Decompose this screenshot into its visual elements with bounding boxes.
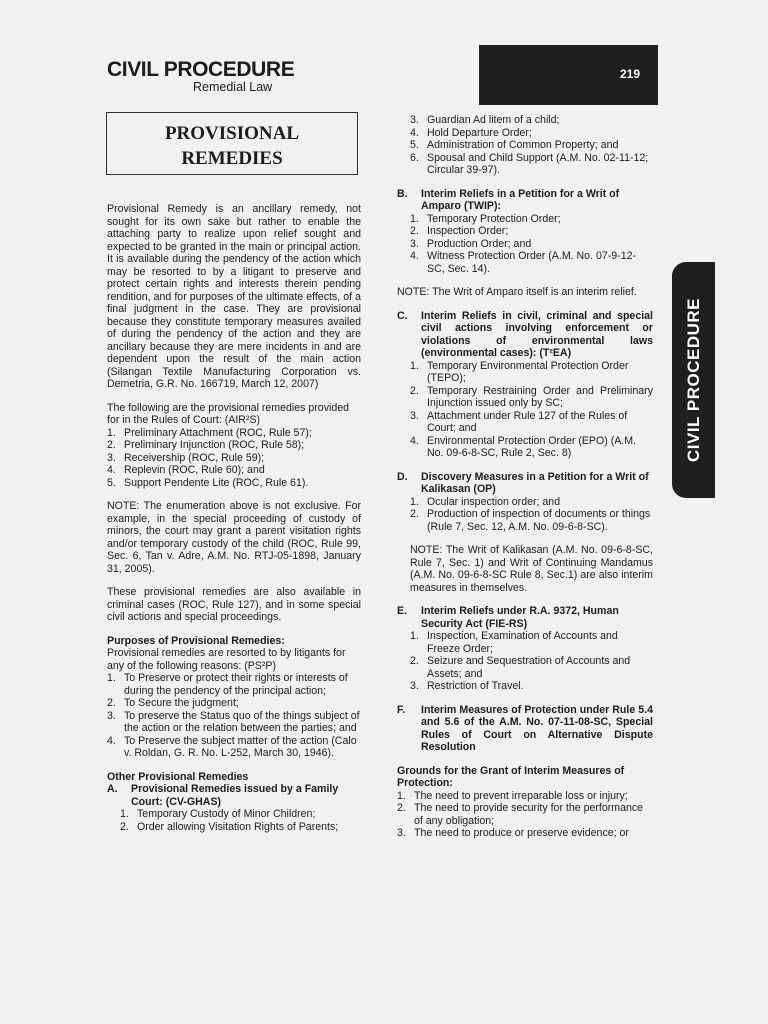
page-number: 219 — [619, 67, 640, 81]
side-tab — [672, 262, 715, 498]
list-item: 6. Spousal and Child Support (A.M. No. 02-11-12; Circular 39-97). — [410, 151, 649, 176]
list-item: 3. Attachment under Rule 127 of the Rules of Court; and — [410, 409, 628, 434]
list-item: 2. Order allowing Visitation Rights of Parents; — [120, 820, 339, 833]
list-intro: The following are the provisional remedies provided for in the Rules of Court: (AIR²S) — [107, 401, 350, 426]
list-item: 4. Witness Protection Order (A.M. No. 07-9-12-SC, Sec. 14). — [410, 250, 636, 275]
section-b-list — [397, 213, 653, 276]
list-item: 4. Environmental Protection Order (EPO) (A.M. No. 09-6-8-SC, Rule 2, Sec. 8) — [410, 434, 636, 459]
section-c-list — [397, 360, 653, 460]
chapter-title-box — [106, 112, 358, 175]
section-d-heading: D. Discovery Measures in a Petition for a Writ of Kalikasan (OP) — [397, 470, 649, 495]
list-item: 2. Preliminary Injunction (ROC, Rule 58); — [107, 439, 305, 451]
list-item: 1. Temporary Environmental Protection Order (TEPO); — [410, 359, 629, 384]
list-item: 2. Seizure and Sequestration of Accounts and Assets; and — [410, 655, 631, 680]
section-f-heading: F. Interim Measures of Protection under Rule 5.4 and 5.6 of the A.M. No. 07-11-08-SC, Special Rules of Court on Alternative Dispute Resolution — [397, 703, 653, 753]
list-item: 3. Guardian Ad litem of a child; — [410, 114, 560, 126]
page-number-block — [479, 45, 658, 105]
list-item: 3. Production Order; and — [410, 237, 532, 250]
purposes-intro: Provisional remedies are resorted to by litigants for any of the following reasons: (PS²P) — [107, 647, 346, 672]
list-item: 2. Production of inspection of documents or things (Rule 7, Sec. 12, A.M. No. 09-6-8-SC). — [410, 508, 651, 533]
section-e-list — [397, 630, 653, 693]
section-b-heading: B. Interim Reliefs in a Petition for a Writ of Amparo (TWIP): — [397, 187, 620, 212]
right-column — [397, 114, 653, 840]
other-remedies-heading: Other Provisional Remedies — [107, 770, 249, 783]
list-item: 1. Inspection, Examination of Accounts and Freeze Order; — [410, 630, 618, 655]
note-kalikasan: NOTE: The Writ of Kalikasan (A.M. No. 09-6-8-SC, Rule 7, Sec. 1) and Writ of Continuing Mandamus (A.M. No. 09-6-8-SC Rule 8, Sec.1) are also interim measures in themselves. — [410, 544, 653, 594]
list-item: 1. Ocular inspection order; and — [410, 495, 561, 508]
list-item: 2. Inspection Order; — [410, 225, 509, 237]
note-enumeration: NOTE: The enumeration above is not exclusive. For example, in the special proceeding of custody of minors, the court may grant a parent visitation rights and/or temporary custody of the child (ROC, Rule 99, Sec. 6, Tan v. Adre, A.M. No. RTJ-05-1898, January 31, 2005). — [107, 500, 361, 575]
section-a-heading: A. Provisional Remedies issued by a Family Court: (CV-GHAS) — [107, 783, 339, 808]
book-subtitle: Remedial Law — [193, 80, 273, 94]
section-a-list — [107, 808, 361, 833]
list-item: 2. Temporary Restraining Order and Preliminary Injunction issued only by SC; — [410, 384, 653, 409]
list-item: 5. Administration of Common Property; and — [410, 139, 619, 151]
book-title: CIVIL PROCEDURE — [107, 58, 295, 81]
criminal-cases-paragraph: These provisional remedies are also available in criminal cases (ROC, Rule 127), and in some special civil actions and special proceedings. — [107, 586, 361, 623]
list-item: 2. The need to provide security for the performance of any obligation; — [397, 802, 644, 827]
grounds-heading: Grounds for the Grant of Interim Measures of Protection: — [397, 764, 625, 789]
list-item: 5. Support Pendente Lite (ROC, Rule 61). — [107, 476, 309, 489]
section-a-list-continued — [397, 114, 653, 177]
grounds-list — [397, 790, 653, 840]
section-d-list — [397, 496, 653, 534]
chapter-title-line1: PROVISIONAL — [164, 123, 300, 144]
list-item: 4. Replevin (ROC, Rule 60); and — [107, 464, 265, 476]
list-item: 1. Temporary Custody of Minor Children; — [120, 808, 316, 820]
list-item: 1. To Preserve or protect their rights or interests of during the pendency of the principal action; — [107, 672, 348, 697]
list-item: 3. To preserve the Status quo of the things subject of the action or the relation between the parties; and — [107, 709, 360, 734]
purposes-list — [107, 672, 361, 760]
intro-paragraph: Provisional Remedy is an ancillary remedy, not sought for its own sake but rather to enable the attaching party to realize upon relief sought and expected to be granted in the main or principal action. It is available during the pendency of the action which may be resorted to by a litigant to preserve and protect certain rights and interests therein pending rendition, and for purposes of the ultimate effects, of a final judgment in the case. They are provisional because they constitute temporary measures availed of during the pendency of the action and they are ancillary because they are mere incidents in and are dependent upon the result of the main action (Silangan Textile Manufacturing Corporation vs. Demetria, G.R. No. 166719, March 12, 2007) — [107, 203, 361, 390]
chapter-title-line2: REMEDIES — [181, 148, 283, 169]
left-column — [107, 203, 361, 833]
purposes-heading: Purposes of Provisional Remedies: — [107, 634, 285, 647]
remedies-list — [107, 427, 361, 490]
list-item: 1. The need to prevent irreparable loss or injury; — [397, 789, 628, 802]
list-item: 4. Hold Departure Order; — [410, 126, 532, 139]
note-amparo: NOTE: The Writ of Amparo itself is an interim relief. — [397, 286, 637, 298]
list-item: 4. To Preserve the subject matter of the action (Calo v. Roldan, G. R. No. L-252, March 30, 1946). — [107, 734, 357, 759]
section-c-heading: C. Interim Reliefs in civil, criminal and special civil actions involving enforcement or violations of environmental laws (environmental cases): (T²EA) — [397, 309, 653, 359]
list-item: 3. Restriction of Travel. — [410, 680, 524, 692]
list-item: 3. Receivership (ROC, Rule 59); — [107, 451, 265, 464]
list-item: 3. The need to produce or preserve evidence; or — [397, 827, 629, 839]
side-tab-label: CIVIL PROCEDURE — [683, 298, 703, 462]
section-e-heading: E. Interim Reliefs under R.A. 9372, Human Security Act (FIE-RS) — [397, 605, 619, 630]
list-item: 1. Preliminary Attachment (ROC, Rule 57); — [107, 426, 312, 439]
list-item: 1. Temporary Protection Order; — [410, 212, 561, 225]
list-item: 2. To Secure the judgment; — [107, 697, 239, 709]
